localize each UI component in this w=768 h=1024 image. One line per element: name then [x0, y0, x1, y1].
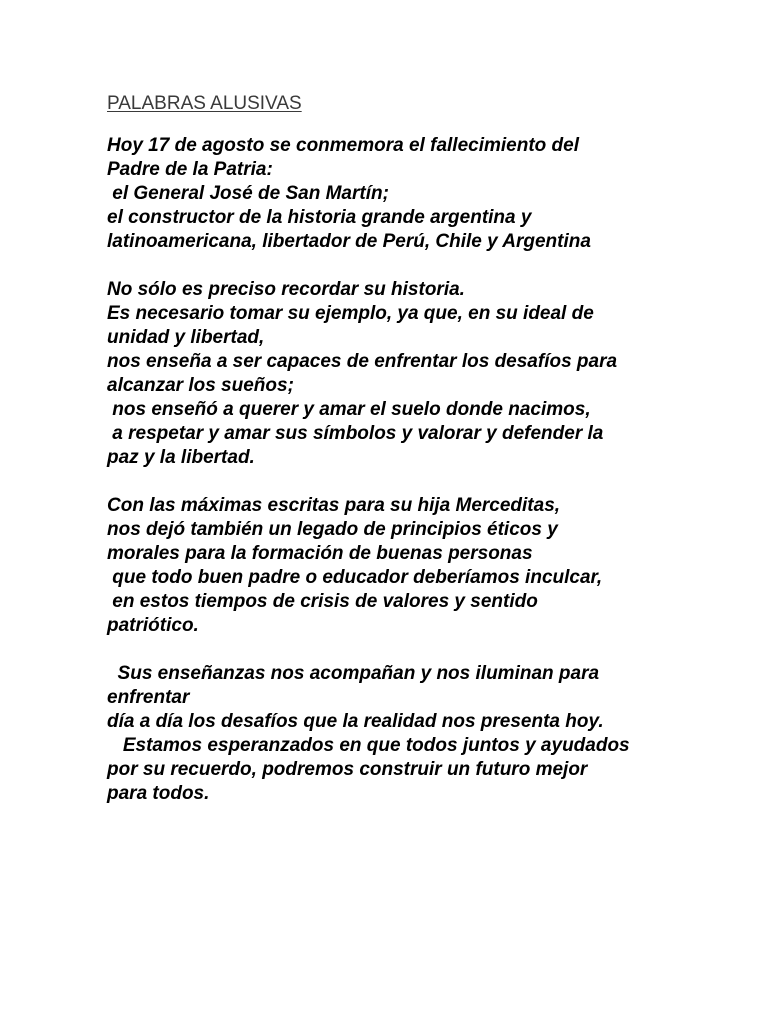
- text-line: Sus enseñanzas nos acompañan y nos iluminan para: [107, 663, 600, 684]
- text-line: que todo buen padre o educador deberíamos inculcar,: [107, 567, 603, 588]
- text-line: nos enseña a ser capaces de enfrentar los desafíos para: [107, 351, 618, 372]
- text-line: en estos tiempos de crisis de valores y sentido: [107, 591, 538, 612]
- text-line: Estamos esperanzados en que todos juntos y ayudados: [107, 735, 630, 756]
- document-title: PALABRAS ALUSIVAS: [107, 93, 302, 114]
- document-body: [107, 134, 687, 830]
- text-line: para todos.: [107, 783, 210, 804]
- text-line: patriótico.: [107, 615, 199, 636]
- paragraph-3: [107, 494, 687, 638]
- text-line: nos enseñó a querer y amar el suelo donde nacimos,: [107, 399, 591, 420]
- paragraph-4: [107, 662, 687, 806]
- text-line: a respetar y amar sus símbolos y valorar y defender la: [107, 423, 604, 444]
- text-line: latinoamericana, libertador de Perú, Chile y Argentina: [107, 231, 591, 252]
- text-line: por su recuerdo, podremos construir un futuro mejor: [107, 759, 588, 780]
- paragraph-1: [107, 134, 687, 254]
- text-line: el General José de San Martín;: [107, 183, 389, 204]
- text-line: morales para la formación de buenas personas: [107, 543, 533, 564]
- text-line: Es necesario tomar su ejemplo, ya que, en su ideal de: [107, 303, 594, 324]
- text-line: Padre de la Patria:: [107, 159, 273, 180]
- text-line: Hoy 17 de agosto se conmemora el fallecimiento del: [107, 135, 579, 156]
- text-line: el constructor de la historia grande argentina y: [107, 207, 532, 228]
- text-line: Con las máximas escritas para su hija Merceditas,: [107, 495, 561, 516]
- text-line: nos dejó también un legado de principios éticos y: [107, 519, 558, 540]
- text-line: No sólo es preciso recordar su historia.: [107, 279, 465, 300]
- text-line: enfrentar: [107, 687, 190, 708]
- text-line: día a día los desafíos que la realidad nos presenta hoy.: [107, 711, 604, 732]
- text-line: paz y la libertad.: [107, 447, 255, 468]
- paragraph-2: [107, 278, 687, 470]
- text-line: unidad y libertad,: [107, 327, 265, 348]
- text-line: alcanzar los sueños;: [107, 375, 294, 396]
